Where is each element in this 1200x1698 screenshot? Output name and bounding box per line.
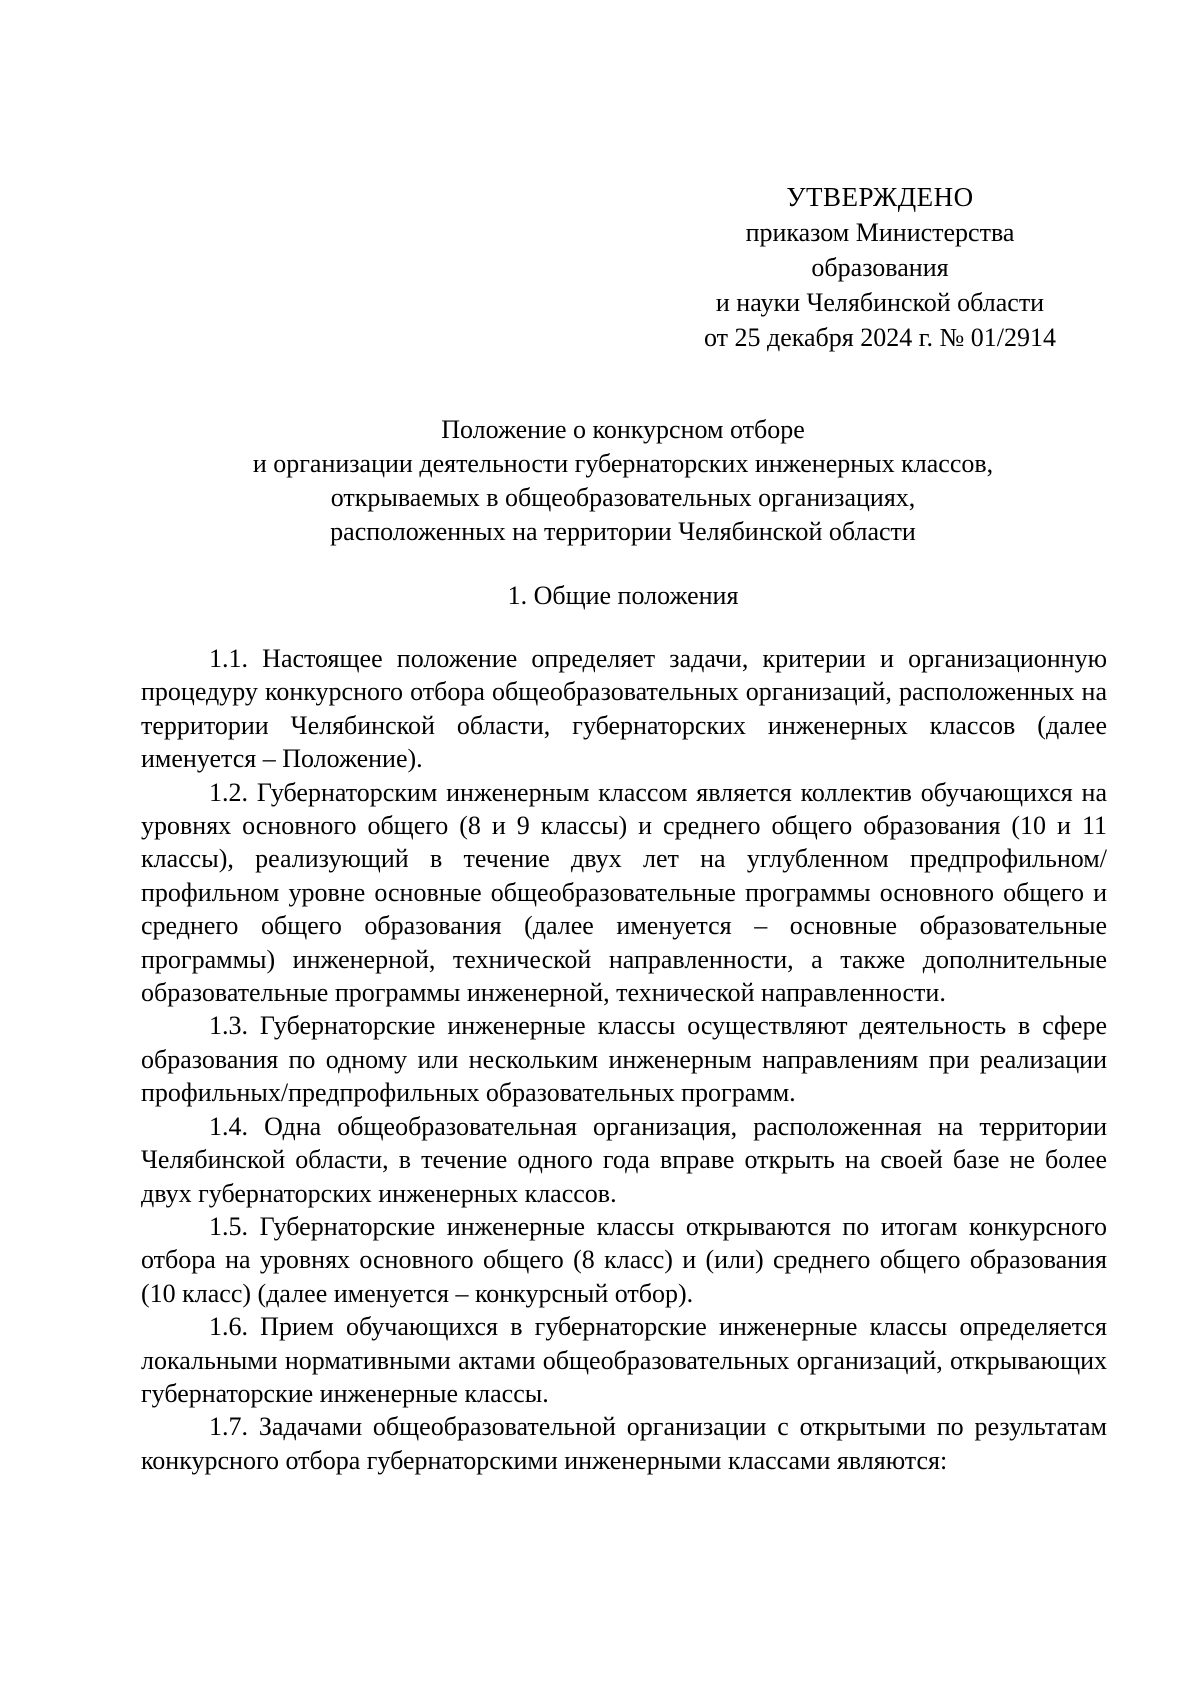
paragraph-1-4: 1.4. Одна общеобразовательная организация, расположенная на территории Челябинской области, в течение одного года вправе открыть на своей базе не более двух губернаторских инженерных классов. [141,1111,1107,1208]
approval-line: приказом Министерства [745,218,1015,247]
document-title-line: расположенных на территории Челябинской области [330,517,916,546]
paragraph-1-6: 1.6. Прием обучающихся в губернаторские инженерные классы определяется локальными нормативными актами общеобразовательных организаций, открывающих губернаторские инженерные классы. [141,1312,1107,1408]
paragraph-1-7: 1.7. Задачами общеобразовательной организации с открытыми по результатам конкурсного отбора губернаторскими инженерными классами являются: [141,1412,1107,1475]
approval-title: УТВЕРЖДЕНО [786,182,974,212]
paragraph-1-2: 1.2. Губернаторским инженерным классом является коллектив обучающихся на уровнях основного общего (8 и 9 классы) и среднего общего образования (10 и 11 классы), реализующий в течение двух лет на углубленном предпрофильном/профильном уровне основные общеобразовательные программы основного общего и среднего общего образования (далее именуется – основные образовательные программы) инженерной, технической направленности, а также дополнительные образовательные программы инженерной, технической направленности. [141,777,1107,1008]
approval-date-number: от 25 декабря 2024 г. № 01/2914 [703,323,1056,352]
section-heading: 1. Общие положения [507,581,739,610]
document-title [140,413,1106,549]
approval-stamp [680,180,1080,355]
approval-line: образования [811,253,949,282]
paragraph-1-1: 1.1. Настоящее положение определяет задачи, критерии и организационную процедуру конкурсного отбора общеобразовательных организаций, расположенных на территории Челябинской области, губернаторских инженерных классов (далее именуется – Положение). [141,644,1107,774]
section-body [141,642,1107,1477]
paragraph-1-5: 1.5. Губернаторские инженерные классы открываются по итогам конкурсного отбора на уровнях основного общего (8 класс) и (или) среднего общего образования (10 класс) (далее именуется – конкурсный отбор). [141,1211,1107,1308]
approval-line: и науки Челябинской области [715,288,1045,317]
document-title-line: Положение о конкурсном отборе [441,415,805,444]
paragraph-1-3: 1.3. Губернаторские инженерные классы осуществляют деятельность в сфере образования по одному или нескольким инженерным направлениям при реализации профильных/предпрофильных образовательных программ. [141,1011,1107,1108]
document-title-line: открываемых в общеобразовательных организациях, [330,483,916,512]
document-title-line: и организации деятельности губернаторских инженерных классов, [252,449,994,478]
